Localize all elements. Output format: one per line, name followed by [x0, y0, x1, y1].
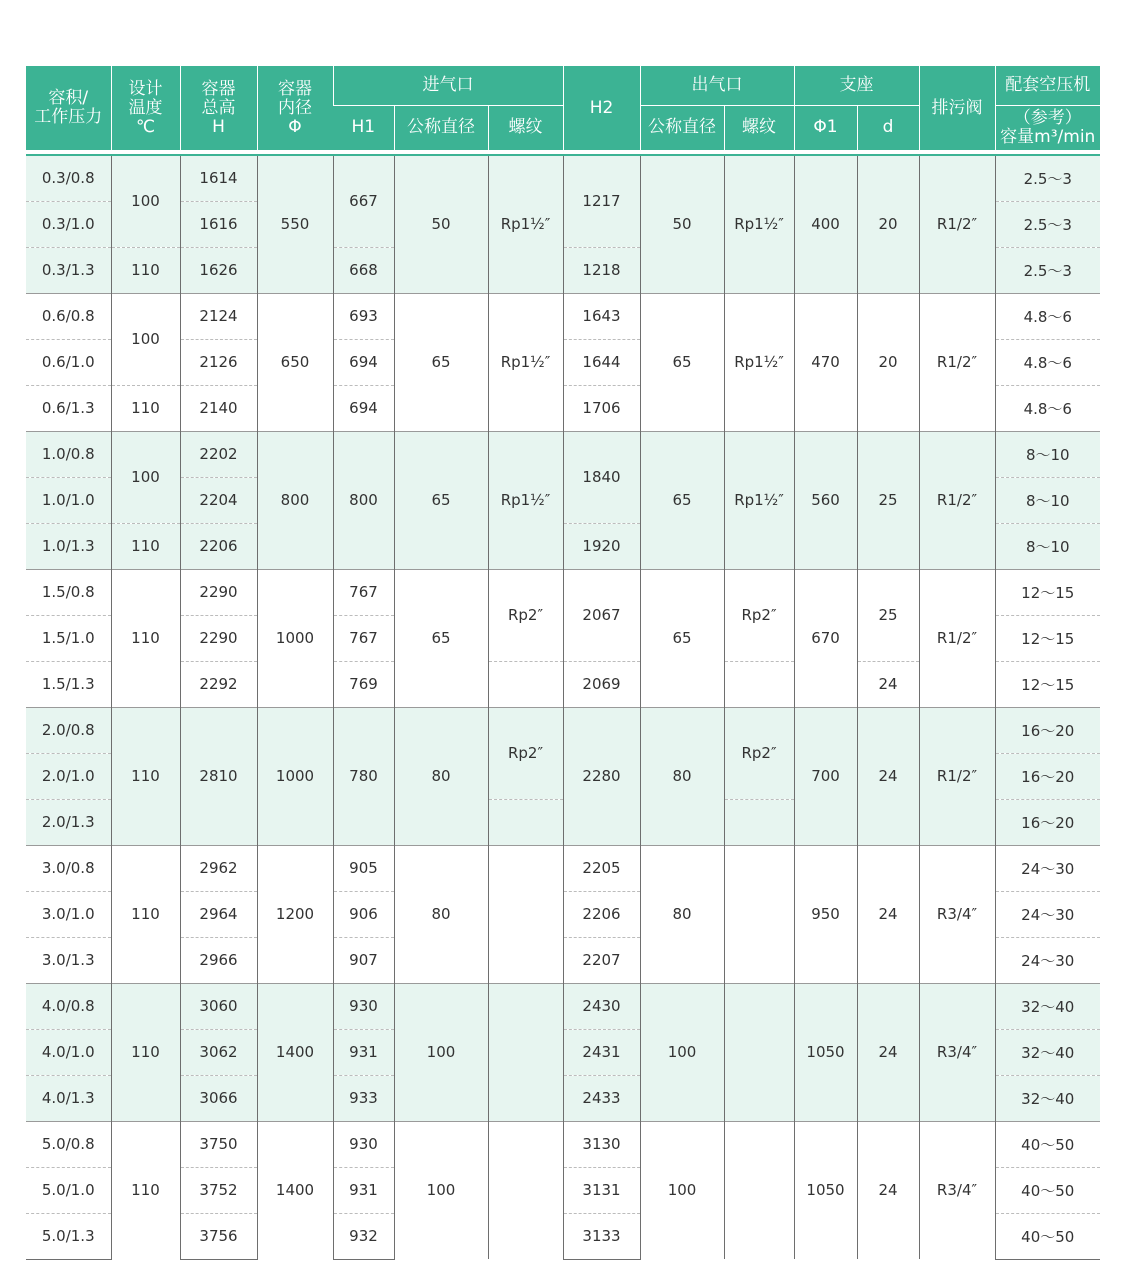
cell-vessel-diameter: 1000	[257, 569, 333, 707]
cell-volume-pressure: 5.0/1.3	[26, 1213, 111, 1259]
cell-h1: 933	[333, 1075, 394, 1121]
cell-volume-pressure: 4.0/1.0	[26, 1029, 111, 1075]
cell-vessel-height: 3750	[180, 1121, 257, 1167]
cell-drain-valve: R3/4″	[919, 1121, 995, 1259]
cell-h1: 694	[333, 385, 394, 431]
cell-h1: 907	[333, 937, 394, 983]
cell-design-temp: 110	[111, 1121, 180, 1259]
cell-drain-valve: R3/4″	[919, 845, 995, 983]
cell-compressor-capacity: 24～30	[995, 845, 1100, 891]
cell-outlet-thread: Rp2″	[724, 569, 794, 661]
cell-compressor-capacity: 24～30	[995, 891, 1100, 937]
cell-compressor-capacity: 24～30	[995, 937, 1100, 983]
table-row	[26, 155, 1100, 201]
cell-h1: 930	[333, 1121, 394, 1167]
cell-volume-pressure: 4.0/1.3	[26, 1075, 111, 1121]
cell-vessel-height: 2202	[180, 431, 257, 477]
cell-h1: 906	[333, 891, 394, 937]
cell-vessel-height: 2124	[180, 293, 257, 339]
table-row	[26, 569, 1100, 615]
cell-compressor-capacity: 8～10	[995, 523, 1100, 569]
cell-design-temp: 110	[111, 845, 180, 983]
cell-compressor-capacity: 32～40	[995, 1029, 1100, 1075]
cell-h2: 3131	[563, 1167, 640, 1213]
cell-outlet-nominal-dia: 50	[640, 155, 724, 293]
cell-volume-pressure: 0.3/0.8	[26, 155, 111, 201]
cell-h1: 767	[333, 569, 394, 615]
cell-h2: 1920	[563, 523, 640, 569]
cell-support-d: 25	[857, 431, 919, 569]
cell-inlet-thread: Rp1½″	[488, 431, 563, 569]
cell-volume-pressure: 4.0/0.8	[26, 983, 111, 1029]
cell-compressor-capacity: 4.8～6	[995, 385, 1100, 431]
header-d: d	[857, 105, 919, 150]
cell-support-phi1: 470	[794, 293, 857, 431]
header-temp-line3: ℃	[135, 116, 156, 137]
cell-h1: 931	[333, 1167, 394, 1213]
header-drain-valve: 排污阀	[919, 66, 995, 150]
cell-outlet-thread	[724, 845, 794, 983]
cell-compressor-capacity: 40～50	[995, 1213, 1100, 1259]
cell-inlet-thread	[488, 983, 563, 1121]
header-compressor: 配套空压机	[995, 66, 1100, 105]
cell-support-phi1: 1050	[794, 1121, 857, 1259]
cell-h2: 2069	[563, 661, 640, 707]
cell-h1: 693	[333, 293, 394, 339]
cell-inlet-nominal-dia: 65	[394, 569, 488, 707]
cell-h1: 667	[333, 155, 394, 247]
table-body	[26, 155, 1100, 1259]
cell-inlet-thread: Rp1½″	[488, 155, 563, 293]
cell-vessel-height: 1626	[180, 247, 257, 293]
cell-outlet-thread: Rp1½″	[724, 293, 794, 431]
cell-h2: 2207	[563, 937, 640, 983]
cell-design-temp: 110	[111, 569, 180, 707]
header-support: 支座	[794, 66, 919, 105]
cell-vessel-height: 2140	[180, 385, 257, 431]
cell-volume-pressure: 5.0/0.8	[26, 1121, 111, 1167]
cell-drain-valve: R1/2″	[919, 707, 995, 845]
cell-h2: 2205	[563, 845, 640, 891]
cell-h1: 780	[333, 707, 394, 845]
cell-outlet-thread	[724, 799, 794, 845]
cell-h2: 2433	[563, 1075, 640, 1121]
header-inlet-thread: 螺纹	[488, 105, 563, 150]
cell-inlet-thread: Rp2″	[488, 707, 563, 799]
header-height-line3: H	[212, 116, 225, 137]
header-volume-line1: 容积/	[48, 88, 89, 108]
cell-drain-valve: R1/2″	[919, 155, 995, 293]
cell-design-temp: 110	[111, 983, 180, 1121]
table-row	[26, 431, 1100, 477]
cell-h2: 2431	[563, 1029, 640, 1075]
cell-outlet-thread	[724, 1121, 794, 1259]
cell-vessel-height: 2204	[180, 477, 257, 523]
cell-support-phi1: 670	[794, 569, 857, 707]
cell-support-d: 24	[857, 845, 919, 983]
cell-h1: 694	[333, 339, 394, 385]
cell-compressor-capacity: 16～20	[995, 707, 1100, 753]
cell-design-temp: 100	[111, 431, 180, 523]
cell-h2: 1644	[563, 339, 640, 385]
cell-vessel-height: 3752	[180, 1167, 257, 1213]
cell-inlet-nominal-dia: 65	[394, 293, 488, 431]
cell-h2: 2280	[563, 707, 640, 845]
header-volume-line2: 工作压力	[34, 107, 103, 127]
cell-volume-pressure: 3.0/1.3	[26, 937, 111, 983]
cell-volume-pressure: 3.0/1.0	[26, 891, 111, 937]
header-dia-line3: Φ	[288, 116, 302, 137]
cell-vessel-diameter: 1400	[257, 1121, 333, 1259]
cell-compressor-capacity: 2.5～3	[995, 155, 1100, 201]
cell-volume-pressure: 0.6/1.0	[26, 339, 111, 385]
header-compressor-ref: （参考）	[1013, 107, 1082, 128]
header-temp-line1: 设计	[128, 78, 163, 99]
cell-compressor-capacity: 32～40	[995, 983, 1100, 1029]
header-design-temp	[111, 66, 180, 150]
cell-support-phi1: 700	[794, 707, 857, 845]
cell-h2: 3133	[563, 1213, 640, 1259]
cell-support-phi1: 560	[794, 431, 857, 569]
cell-compressor-capacity: 16～20	[995, 799, 1100, 845]
header-temp-line2: 温度	[128, 97, 163, 118]
cell-design-temp: 100	[111, 293, 180, 385]
cell-vessel-diameter: 800	[257, 431, 333, 569]
cell-compressor-capacity: 4.8～6	[995, 293, 1100, 339]
cell-vessel-height: 2206	[180, 523, 257, 569]
cell-volume-pressure: 0.3/1.3	[26, 247, 111, 293]
cell-vessel-height: 3756	[180, 1213, 257, 1259]
header-phi1: Φ1	[794, 105, 857, 150]
cell-volume-pressure: 1.5/0.8	[26, 569, 111, 615]
spec-table	[26, 66, 1100, 1260]
cell-outlet-nominal-dia: 80	[640, 845, 724, 983]
cell-h2: 3130	[563, 1121, 640, 1167]
cell-inlet-nominal-dia: 50	[394, 155, 488, 293]
header-dia-line2: 内径	[278, 97, 312, 118]
cell-vessel-height: 2290	[180, 615, 257, 661]
cell-volume-pressure: 2.0/1.3	[26, 799, 111, 845]
cell-outlet-nominal-dia: 100	[640, 1121, 724, 1259]
cell-h2: 1643	[563, 293, 640, 339]
cell-design-temp: 110	[111, 247, 180, 293]
cell-support-phi1: 1050	[794, 983, 857, 1121]
cell-drain-valve: R1/2″	[919, 569, 995, 707]
cell-inlet-thread	[488, 799, 563, 845]
cell-h1: 905	[333, 845, 394, 891]
cell-h2: 1840	[563, 431, 640, 523]
cell-vessel-diameter: 1200	[257, 845, 333, 983]
cell-vessel-diameter: 1000	[257, 707, 333, 845]
cell-outlet-thread: Rp1½″	[724, 155, 794, 293]
table-row	[26, 983, 1100, 1029]
cell-h1: 932	[333, 1213, 394, 1259]
cell-h1: 668	[333, 247, 394, 293]
header-volume-pressure	[26, 66, 111, 150]
cell-vessel-height: 1616	[180, 201, 257, 247]
cell-vessel-height: 3060	[180, 983, 257, 1029]
table-row	[26, 845, 1100, 891]
cell-h1: 930	[333, 983, 394, 1029]
cell-inlet-nominal-dia: 80	[394, 845, 488, 983]
cell-outlet-nominal-dia: 80	[640, 707, 724, 845]
cell-vessel-height: 2292	[180, 661, 257, 707]
cell-vessel-diameter: 1400	[257, 983, 333, 1121]
cell-support-d: 20	[857, 155, 919, 293]
cell-inlet-nominal-dia: 80	[394, 707, 488, 845]
header-h2: H2	[563, 66, 640, 150]
cell-inlet-thread: Rp2″	[488, 569, 563, 661]
cell-design-temp: 100	[111, 155, 180, 247]
cell-design-temp: 110	[111, 385, 180, 431]
cell-compressor-capacity: 8～10	[995, 431, 1100, 477]
cell-volume-pressure: 2.0/0.8	[26, 707, 111, 753]
header-height-line2: 总高	[201, 97, 236, 118]
cell-compressor-capacity: 4.8～6	[995, 339, 1100, 385]
cell-outlet-nominal-dia: 65	[640, 431, 724, 569]
cell-h1: 800	[333, 431, 394, 569]
header-vessel-diameter	[257, 66, 333, 150]
cell-outlet-nominal-dia: 100	[640, 983, 724, 1121]
cell-compressor-capacity: 12～15	[995, 661, 1100, 707]
cell-inlet-nominal-dia: 100	[394, 983, 488, 1121]
cell-outlet-thread: Rp1½″	[724, 431, 794, 569]
cell-outlet-nominal-dia: 65	[640, 569, 724, 707]
cell-volume-pressure: 0.3/1.0	[26, 201, 111, 247]
cell-vessel-height: 2126	[180, 339, 257, 385]
cell-h2: 2206	[563, 891, 640, 937]
cell-inlet-nominal-dia: 100	[394, 1121, 488, 1259]
cell-vessel-height: 2964	[180, 891, 257, 937]
cell-vessel-diameter: 550	[257, 155, 333, 293]
cell-compressor-capacity: 40～50	[995, 1121, 1100, 1167]
cell-volume-pressure: 1.0/1.3	[26, 523, 111, 569]
cell-support-d: 24	[857, 707, 919, 845]
cell-support-phi1: 400	[794, 155, 857, 293]
cell-h1: 931	[333, 1029, 394, 1075]
cell-drain-valve: R3/4″	[919, 983, 995, 1121]
cell-outlet-thread	[724, 661, 794, 707]
cell-support-phi1: 950	[794, 845, 857, 983]
cell-volume-pressure: 1.5/1.3	[26, 661, 111, 707]
header-compressor-capacity	[995, 105, 1100, 150]
cell-compressor-capacity: 12～15	[995, 615, 1100, 661]
cell-volume-pressure: 1.5/1.0	[26, 615, 111, 661]
cell-vessel-height: 2810	[180, 707, 257, 845]
cell-volume-pressure: 1.0/0.8	[26, 431, 111, 477]
cell-h2: 2067	[563, 569, 640, 661]
cell-h1: 769	[333, 661, 394, 707]
cell-support-d: 25	[857, 569, 919, 661]
table-row	[26, 293, 1100, 339]
cell-vessel-diameter: 650	[257, 293, 333, 431]
cell-support-d: 24	[857, 661, 919, 707]
cell-design-temp: 110	[111, 707, 180, 845]
cell-vessel-height: 3066	[180, 1075, 257, 1121]
cell-compressor-capacity: 16～20	[995, 753, 1100, 799]
header-h1: H1	[333, 105, 394, 150]
header-inlet-nominal-dia: 公称直径	[394, 105, 488, 150]
cell-h2: 1218	[563, 247, 640, 293]
cell-vessel-height: 2966	[180, 937, 257, 983]
cell-support-d: 24	[857, 1121, 919, 1259]
cell-compressor-capacity: 32～40	[995, 1075, 1100, 1121]
cell-volume-pressure: 1.0/1.0	[26, 477, 111, 523]
header-height-line1: 容器	[201, 78, 236, 99]
cell-compressor-capacity: 8～10	[995, 477, 1100, 523]
header-inlet: 进气口	[333, 66, 563, 105]
cell-inlet-thread: Rp1½″	[488, 293, 563, 431]
header-dia-line1: 容器	[278, 78, 312, 99]
header-compressor-unit: 容量m³/min	[1000, 126, 1096, 147]
cell-outlet-thread: Rp2″	[724, 707, 794, 799]
header-outlet-thread: 螺纹	[724, 105, 794, 150]
cell-inlet-nominal-dia: 65	[394, 431, 488, 569]
table-row	[26, 1121, 1100, 1167]
cell-h1: 767	[333, 615, 394, 661]
cell-compressor-capacity: 2.5～3	[995, 201, 1100, 247]
cell-h2: 2430	[563, 983, 640, 1029]
cell-support-d: 20	[857, 293, 919, 431]
table-header	[26, 66, 1100, 155]
cell-vessel-height: 3062	[180, 1029, 257, 1075]
cell-volume-pressure: 5.0/1.0	[26, 1167, 111, 1213]
header-vessel-height	[180, 66, 257, 150]
cell-h2: 1706	[563, 385, 640, 431]
cell-volume-pressure: 3.0/0.8	[26, 845, 111, 891]
cell-compressor-capacity: 2.5～3	[995, 247, 1100, 293]
cell-outlet-nominal-dia: 65	[640, 293, 724, 431]
cell-h2: 1217	[563, 155, 640, 247]
cell-compressor-capacity: 12～15	[995, 569, 1100, 615]
table-row	[26, 707, 1100, 753]
cell-vessel-height: 1614	[180, 155, 257, 201]
cell-volume-pressure: 2.0/1.0	[26, 753, 111, 799]
cell-vessel-height: 2962	[180, 845, 257, 891]
cell-outlet-thread	[724, 983, 794, 1121]
cell-drain-valve: R1/2″	[919, 293, 995, 431]
cell-vessel-height: 2290	[180, 569, 257, 615]
header-outlet-nominal-dia: 公称直径	[640, 105, 724, 150]
cell-support-d: 24	[857, 983, 919, 1121]
cell-inlet-thread	[488, 1121, 563, 1259]
header-outlet: 出气口	[640, 66, 794, 105]
cell-compressor-capacity: 40～50	[995, 1167, 1100, 1213]
cell-volume-pressure: 0.6/1.3	[26, 385, 111, 431]
cell-inlet-thread	[488, 845, 563, 983]
cell-inlet-thread	[488, 661, 563, 707]
cell-drain-valve: R1/2″	[919, 431, 995, 569]
cell-volume-pressure: 0.6/0.8	[26, 293, 111, 339]
cell-design-temp: 110	[111, 523, 180, 569]
